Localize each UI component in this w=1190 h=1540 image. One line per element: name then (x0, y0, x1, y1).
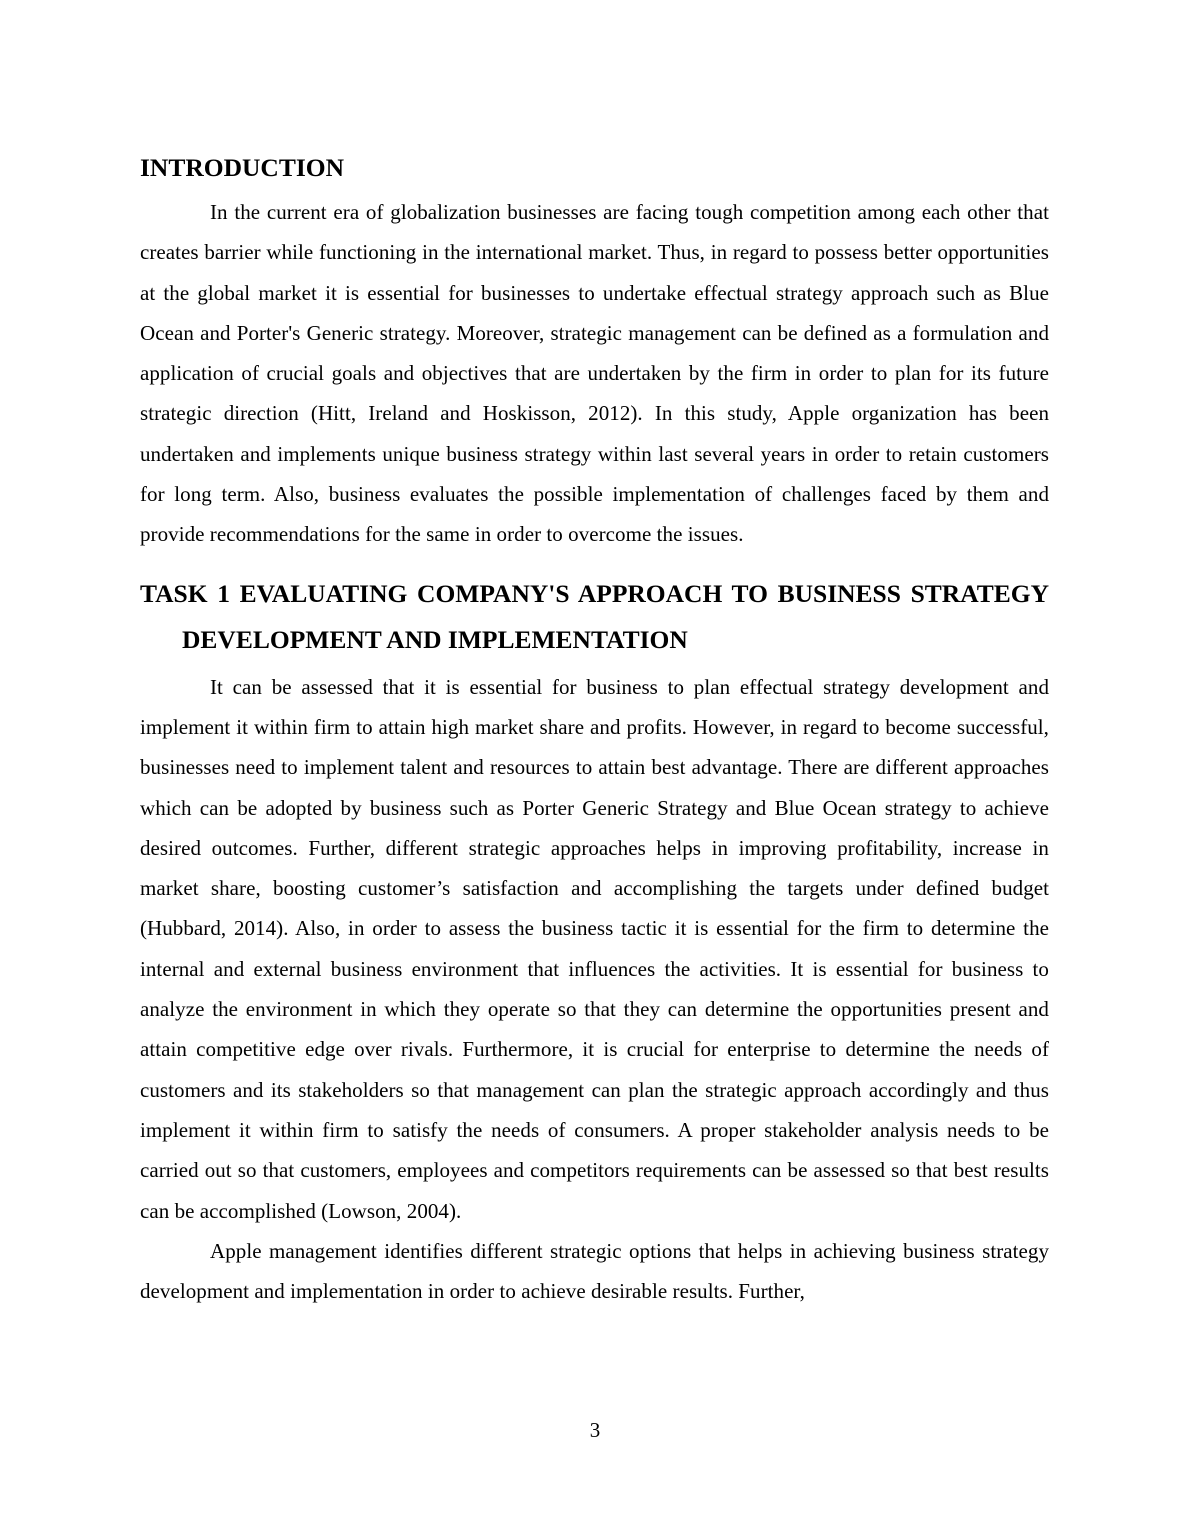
page-number: 3 (589, 1418, 601, 1442)
introduction-paragraph: In the current era of globalization businesses are facing tough competition among each other that creates barrier while functioning in the international market. Thus, in regard to possess better opportunities at the global market it is essential for businesses to undertake effectual strategy approach such as Blue Ocean and Porter's Generic strategy. Moreover, strategic management can be defined as a formulation and application of crucial goals and objectives that are undertaken by the firm in order to plan for its future strategic direction (Hitt, Ireland and Hoskisson, 2012). In this study, Apple organization has been undertaken and implements unique business strategy within last several years in order to retain customers for long term. Also, business evaluates the possible implementation of challenges faced by them and provide recommendations for the same in order to overcome the issues. (140, 200, 1049, 547)
document-page (140, 148, 1049, 1311)
task1-paragraph-continued: Apple management identifies different strategic options that helps in achieving business strategy development and implementation in order to achieve desirable results. Further, (140, 1238, 1049, 1304)
task1-heading: TASK 1 EVALUATING COMPANY'S APPROACH TO BUSINESS STRATEGY DEVELOPMENT AND IMPLEMENTATION (140, 578, 1049, 654)
introduction-heading: INTRODUCTION (140, 153, 345, 182)
task1-paragraph: It can be assessed that it is essential for business to plan effectual strategy development and implement it within firm to attain high market share and profits. However, in regard to become successful, businesses need to implement talent and resources to attain best advantage. There are different approaches which can be adopted by business such as Porter Generic Strategy and Blue Ocean strategy to achieve desired outcomes. Further, different strategic approaches helps in improving profitability, increase in market share, boosting customer’s satisfaction and accomplishing the targets under defined budget (Hubbard, 2014). Also, in order to assess the business tactic it is essential for the firm to determine the internal and external business environment that influences the activities. It is essential for business to analyze the environment in which they operate so that they can determine the opportunities present and attain competitive edge over rivals. Furthermore, it is crucial for enterprise to determine the needs of customers and its stakeholders so that management can plan the strategic approach accordingly and thus implement it within firm to satisfy the needs of consumers. A proper stakeholder analysis needs to be carried out so that customers, employees and competitors requirements can be assessed so that best results can be accomplished (Lowson, 2004). (140, 674, 1049, 1223)
